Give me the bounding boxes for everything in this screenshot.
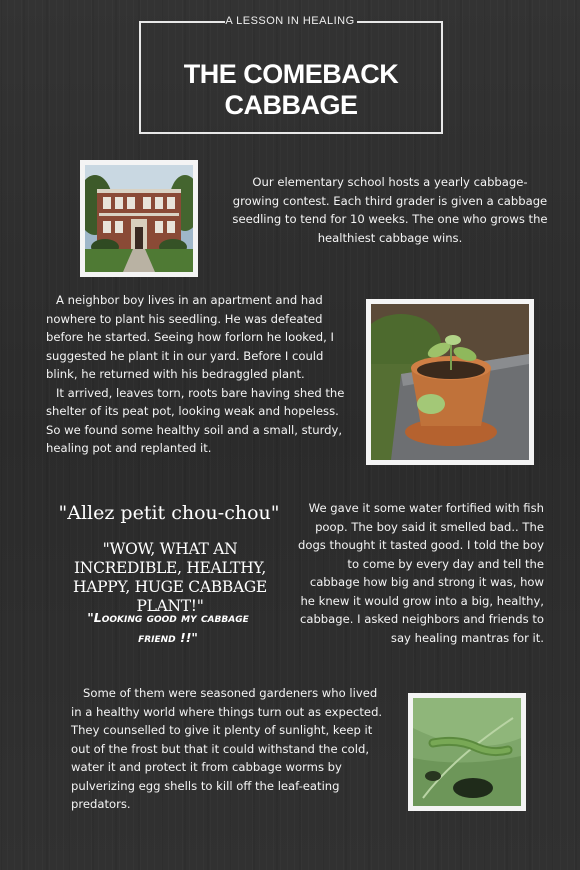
page-title: THE COMEBACK CABBAGE (183, 59, 399, 120)
intro-paragraph: Our elementary school hosts a yearly cabbage-growing contest. Each third grader is given a cabbage seedling to tend for 10 weeks. The one who grows the healthiest cabbage wins. (232, 175, 548, 245)
gardeners-paragraph: Some of them were seasoned gardeners who lived in a healthy world where things turn out as expected. They counselled to give it plenty of sunlight, keep it out of the frost but that it could withstand the cold, water it and protect it from cabbage worms by pulverizing egg shells to kill off the leaf-eating predators. (71, 686, 383, 811)
looking-good-quote: "Looking good my cabbage friend !!" (87, 610, 249, 645)
potted-seedling-photo (366, 299, 534, 465)
story-block (46, 291, 352, 458)
replant-paragraph: It arrived, leaves torn, roots bare having shed the shelter of its peat pot, looking weak and hopeless. So we found some healthy soil and a small, sturdy, healing pot and replanted it. (46, 385, 345, 455)
care-paragraph: We gave it some water fortified with fish poop. The boy said it smelled bad.. The dogs thought it tasted good. I told the boy to come by every day and tell the cabbage how big and strong it was, how he knew it would grow into a big, healthy, cabbage. I asked neighbors and friends to say healing mantras for it. (298, 501, 544, 645)
school-building-photo (80, 160, 198, 277)
cabbage-worm-photo (408, 693, 526, 811)
kicker-text: A LESSON IN HEALING (225, 15, 355, 27)
french-quote: "Allez petit chou-chou" (58, 502, 280, 524)
wow-quote: "WOW, WHAT AN INCREDIBLE, HEALTHY, HAPPY, HUGE CABBAGE PLANT!" (73, 540, 267, 615)
neighbor-paragraph: A neighbor boy lives in an apartment and had nowhere to plant his seedling. He was defeated before he started. Seeing how forlorn he looked, I suggested he plant it in our yard. Before I could blink, he returned with his bedraggled plant. (46, 293, 334, 381)
